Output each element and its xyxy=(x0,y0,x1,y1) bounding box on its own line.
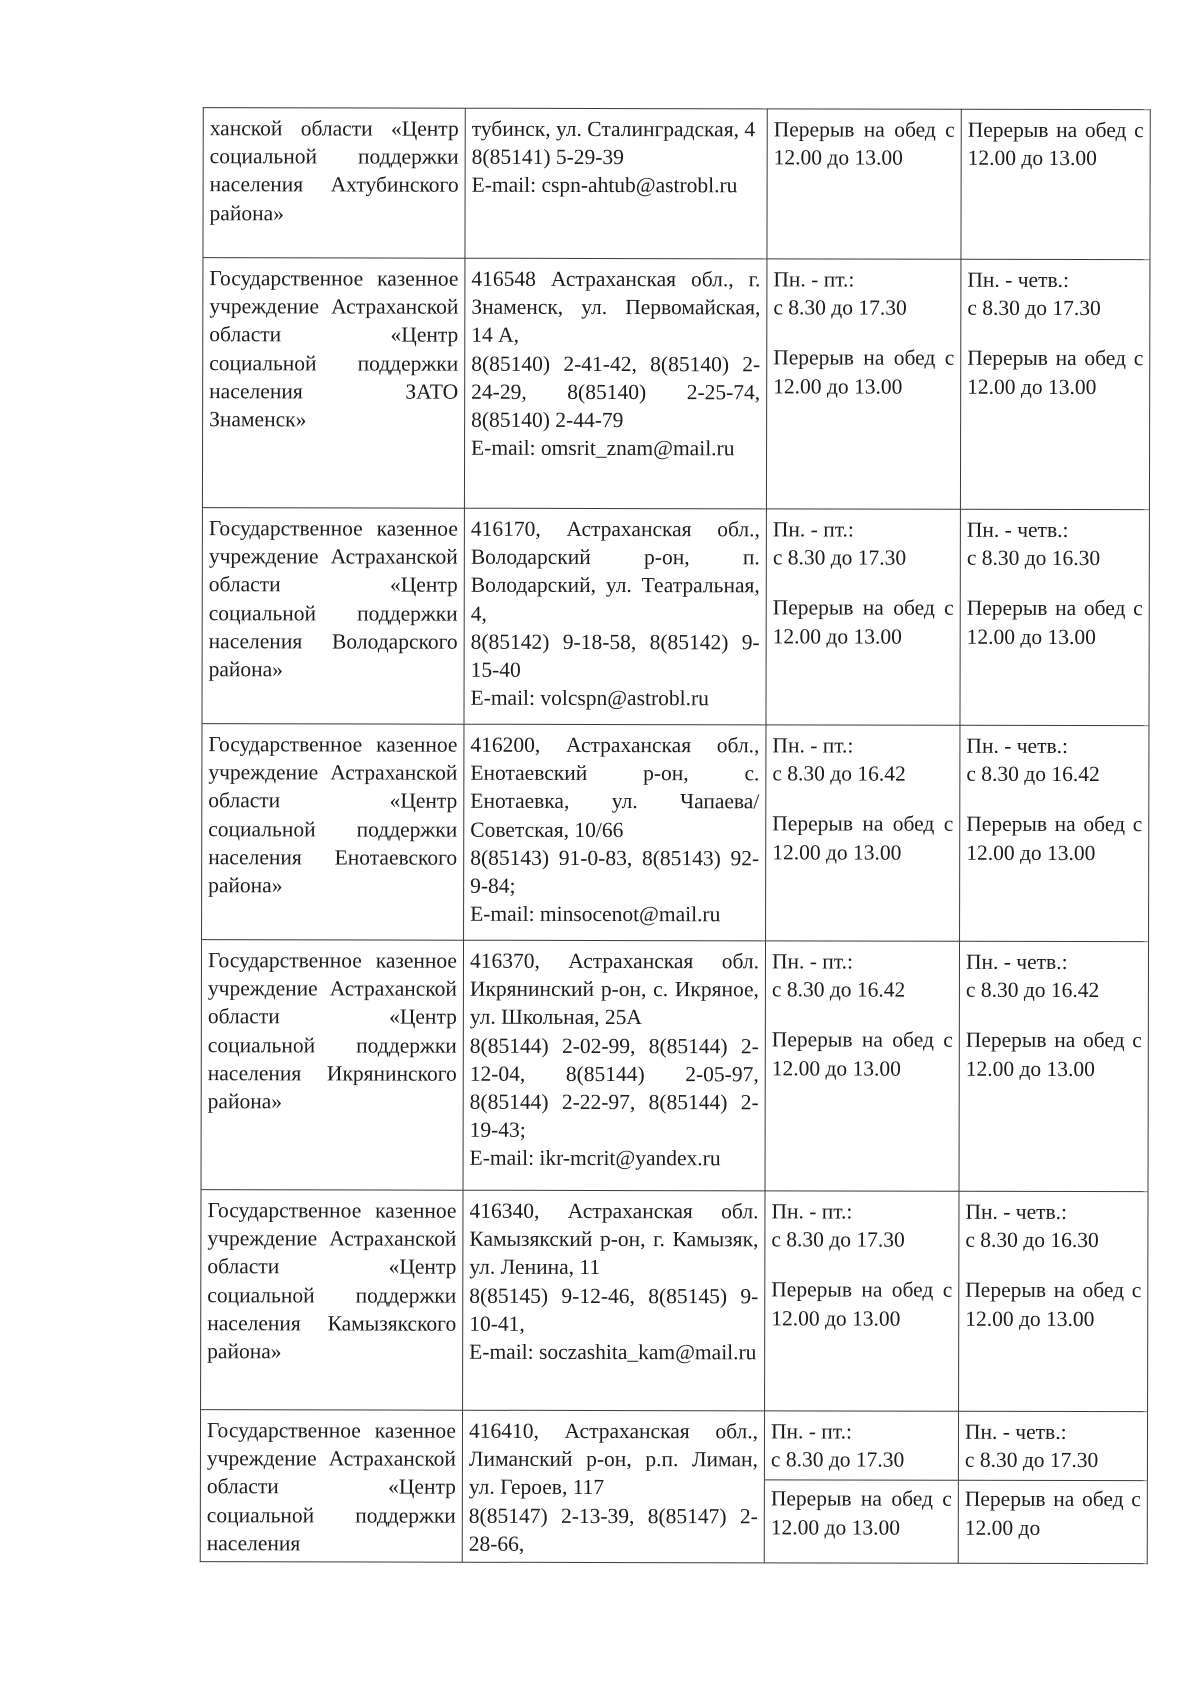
schedule-alt-cell xyxy=(959,941,1149,1191)
email: E-mail: minsocenot@mail.ru xyxy=(470,901,721,927)
address: 416548 Астраханская обл., г. Знаменск, ул. Первомайская, 14 А, xyxy=(471,266,761,348)
schedule-hours: с 8.30 до 16.42 xyxy=(771,977,906,1002)
address: 416410, Астраханская обл., Лиманский р-он, р.п. Лиман, ул. Героев, 117 xyxy=(468,1418,759,1500)
schedule-weekday-cell xyxy=(766,509,960,725)
schedule-break: Перерыв на обед с 12.00 до 13.00 xyxy=(966,596,1143,649)
schedule-hours: с 8.30 до 17.30 xyxy=(771,1227,905,1252)
table-row xyxy=(200,1410,1147,1564)
schedule-alt-cell xyxy=(960,259,1150,509)
org-name: Государственное казенное учреждение Астраханской области «Центр социальной поддержки населения Володарского района» xyxy=(208,516,458,682)
schedule-days: Пн. - четв.: xyxy=(967,267,1070,292)
schedule-hours: с 8.30 до 17.30 xyxy=(964,1447,1099,1473)
email: E-mail: ikr-mcrit@yandex.ru xyxy=(469,1146,721,1171)
schedule-hours: с 8.30 до 17.30 xyxy=(773,295,907,320)
address-cell xyxy=(464,508,766,725)
schedule-hours: с 8.30 до 17.30 xyxy=(770,1447,905,1472)
table-row xyxy=(202,508,1149,726)
schedule-alt-cell xyxy=(959,1191,1148,1411)
org-name-cell xyxy=(202,508,464,725)
address: тубинск, ул. Сталинградская, 4 xyxy=(471,116,756,142)
org-name-cell xyxy=(203,108,465,259)
schedule-days: Пн. - четв.: xyxy=(965,1199,1068,1224)
schedule-hours: с 8.30 до 17.30 xyxy=(772,545,907,570)
table-row xyxy=(201,940,1149,1192)
schedule-weekday-cell xyxy=(764,1411,958,1563)
org-name: Государственное казенное учреждение Астраханской области «Центр социальной поддержки населения Камызякского района» xyxy=(207,1198,457,1364)
email: E-mail: volcspn@astrobl.ru xyxy=(470,685,709,711)
schedule-days: Пн. - пт.: xyxy=(772,517,854,542)
address-cell xyxy=(464,724,766,941)
schedule-hours: с 8.30 до 17.30 xyxy=(967,295,1101,321)
schedule-alt-cell xyxy=(960,725,1149,941)
inner-divider xyxy=(959,1480,1147,1481)
schedule-break: Перерыв на обед с 12.00 до 13.00 xyxy=(771,1277,953,1331)
schedule-break: Перерыв на обед с 12.00 до 13.00 xyxy=(773,345,955,399)
address-cell xyxy=(465,108,767,259)
email: E-mail: omsrit_znam@mail.ru xyxy=(471,435,735,461)
phones: 8(85144) 2-02-99, 8(85144) 2-12-04, 8(85144) 2-05-97, 8(85144) 2-22-97, 8(85144) 2-19-43; xyxy=(469,1033,759,1143)
address: 416170, Астраханская обл., Володарский р-он, п. Володарский, ул. Театральная, 4, xyxy=(470,516,760,626)
table-row xyxy=(201,1190,1148,1412)
schedule-days: Пн. - пт.: xyxy=(773,267,855,292)
address-cell xyxy=(463,1190,765,1411)
email: E-mail: soczashita_kam@mail.ru xyxy=(469,1339,757,1365)
schedule-days: Пн. - четв.: xyxy=(964,1419,1067,1444)
org-name-cell xyxy=(201,940,464,1191)
schedule-break: Перерыв на обед с 12.00 до 13.00 xyxy=(965,1028,1142,1081)
schedule-hours: с 8.30 до 16.30 xyxy=(965,1227,1099,1253)
organizations-table xyxy=(200,107,1151,1564)
schedule-days: Пн. - четв.: xyxy=(966,517,1069,542)
schedule-break: Перерыв на обед с 12.00 до 13.00 xyxy=(966,812,1143,865)
phones: 8(85142) 9-18-58, 8(85142) 9-15-40 xyxy=(470,629,760,682)
schedule-days: Пн. - пт.: xyxy=(772,733,854,758)
address: 416370, Астраханская обл. Икрянинский р-он, с. Икряное, ул. Школьная, 25А xyxy=(469,948,760,1030)
address-cell xyxy=(464,258,767,509)
schedule-days: Пн. - пт.: xyxy=(770,1419,852,1444)
phones: 8(85147) 2-13-39, 8(85147) 2-28-66, xyxy=(468,1503,758,1556)
schedule-break: Перерыв на обед с 12.00 до 13.00 xyxy=(773,117,955,170)
schedule-days: Пн. - четв.: xyxy=(965,949,1068,974)
schedule-break: Перерыв на обед с 12.00 до 13.00 xyxy=(772,811,954,865)
address: 416200, Астраханская обл., Енотаевский р-он, с. Енотаевка, ул. Чапаева/Советская, 10/66 xyxy=(470,732,760,842)
schedule-alt-cell xyxy=(960,509,1149,725)
address: 416340, Астраханская обл. Камызякский р-он, г. Камызяк, ул. Ленина, 11 xyxy=(469,1198,759,1280)
schedule-weekday-cell xyxy=(766,725,960,941)
schedule-weekday-cell xyxy=(766,259,961,509)
schedule-days: Пн. - пт.: xyxy=(771,949,853,974)
phones: 8(85145) 9-12-46, 8(85145) 9-10-41, xyxy=(469,1283,759,1336)
org-name: Государственное казенное учреждение Астраханской области «Центр социальной поддержки населения Икрянинского района» xyxy=(207,948,458,1114)
org-name: Государственное казенное учреждение Астраханской области «Центр социальной поддержки населения Енотаевского района» xyxy=(208,732,458,898)
schedule-break: Перерыв на обед с 12.00 до 13.00 xyxy=(770,1486,952,1540)
inner-divider xyxy=(765,1480,958,1481)
org-name: Государственное казенное учреждение Астраханской области «Центр социальной поддержки населения ЗАТО Знаменск» xyxy=(209,266,459,432)
schedule-weekday-cell xyxy=(765,941,960,1191)
table-row xyxy=(203,108,1150,260)
schedule-hours: с 8.30 до 16.30 xyxy=(966,545,1101,571)
schedule-weekday-cell xyxy=(767,109,961,259)
phones: 8(85140) 2-41-42, 8(85140) 2-24-29, 8(85140) 2-25-74, 8(85140) 2-44-79 xyxy=(471,351,761,433)
table-row xyxy=(202,724,1149,942)
schedule-hours: с 8.30 до 16.42 xyxy=(772,761,906,786)
email: E-mail: cspn-ahtub@astrobl.ru xyxy=(471,173,738,198)
org-name-cell xyxy=(202,724,464,941)
schedule-alt-cell xyxy=(961,109,1150,259)
schedule-days: Пн. - четв.: xyxy=(966,733,1069,758)
schedule-break: Перерыв на обед с 12.00 до 13.00 xyxy=(967,346,1144,399)
schedule-hours: с 8.30 до 16.42 xyxy=(965,977,1100,1003)
schedule-break: Перерыв на обед с 12.00 до xyxy=(964,1487,1141,1540)
org-name: Государственное казенное учреждение Астраханской области «Центр социальной поддержки населения xyxy=(206,1418,457,1556)
schedule-break: Перерыв на обед с 12.00 до 13.00 xyxy=(967,117,1144,171)
org-name-cell xyxy=(201,1190,463,1411)
schedule-alt-cell xyxy=(958,1411,1147,1563)
org-name-cell xyxy=(202,258,465,509)
schedule-hours: с 8.30 до 16.42 xyxy=(966,761,1100,787)
phones: 8(85143) 91-0-83, 8(85143) 92-9-84; xyxy=(470,845,760,898)
schedule-break: Перерыв на обед с 12.00 до 13.00 xyxy=(965,1278,1142,1331)
phones: 8(85141) 5-29-39 xyxy=(471,144,624,170)
schedule-break: Перерыв на обед с 12.00 до 13.00 xyxy=(772,595,954,649)
table-row xyxy=(202,258,1150,510)
address-cell xyxy=(462,1410,764,1563)
schedule-days: Пн. - пт.: xyxy=(771,1199,853,1224)
address-cell xyxy=(463,940,766,1191)
schedule-weekday-cell xyxy=(765,1191,959,1411)
org-name-cell xyxy=(200,1410,462,1563)
org-name: ханской области «Центр социальной поддержки населения Ахтубинского района» xyxy=(209,116,459,225)
schedule-break: Перерыв на обед с 12.00 до 13.00 xyxy=(771,1027,953,1081)
